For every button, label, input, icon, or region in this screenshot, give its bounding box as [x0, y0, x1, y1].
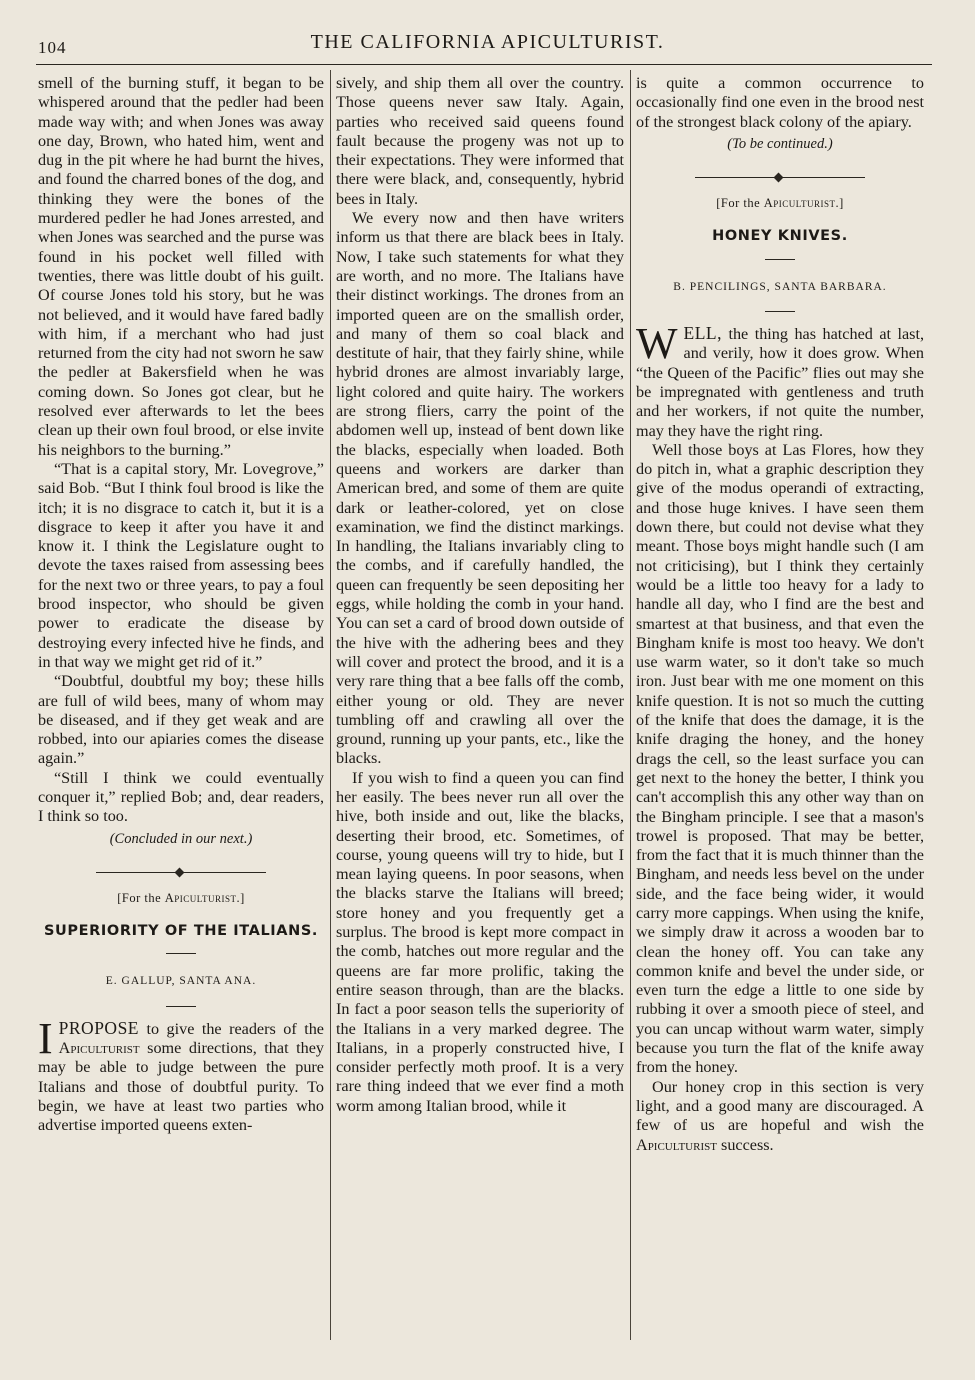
short-rule	[166, 953, 196, 954]
column-2	[336, 74, 624, 1340]
article-byline: B. PENCILINGS, SANTA BARBARA.	[673, 280, 887, 293]
paragraph: Our honey crop in this section is very light, and a good many are discouraged. A few of us are hopeful and wish the Apiculturist success.	[636, 1077, 924, 1154]
article-title: SUPERIORITY OF THE ITALIANS.	[43, 923, 319, 940]
paragraph: “Doubtful, doubtful my boy; these hills are full of wild bees, many of whom may be diseased, and if they get weak and are robbed, into our apiaries comes the disease again.”	[38, 672, 324, 768]
ornament-rule	[695, 172, 865, 184]
drop-cap: I	[38, 1013, 53, 1063]
paragraph: Well those boys at Las Flores, how they do pitch in, what a graphic description they give of the modus operandi of extracting, and those huge knives. I have seen them down there, but could not devise what they meant. Those boys might handle such (I am not criticising), but I think they certainly would be a little too heavy for a lady to handle all day, who I find are the best and smartest at that business, and that even the Bingham knife is most too heavy. We don't use warm water, so it don't take so much iron. Just bear with me one moment on this knife question. It is not so much the cutting of the knife that does the damage, it is the knife draging the honey, and the honey drags the cell, so the least surface you can get next to the honey the better, I think you can't accomplish this any other way than on the Bingham principle. I see that a mason's trowel is proposed. That may be better, from the fact that it is much thinner than the Bingham, and needs less bevel on the under side, and the face being wider, it would carry more cappings. When using the knife, we simply draw it across a wooden bar to clean the honey off. You can take any common knife and bevel the under side, or even turn the edge a little to one side by rubbing it over a smooth piece of steel, and you can uncap without warm water, simply because you turn the flat of the knife away from the honey.	[636, 440, 924, 1077]
header-rule	[36, 64, 932, 65]
drop-cap: W	[636, 319, 678, 369]
paragraph: If you wish to find a queen you can find her easily. The bees never run all over the hive, both inside and out, like the blacks, deserting their brood, etc. Sometimes, of course, young queens will try to hide, but I mean laying queens. In poor seasons, when the blacks starve the Italians will breed; store honey and you frequently get a surplus. The brood is kept more compact in the comb, hatches out more regular and the queens are far more prolific, taking the entire season through, than are the blacks. In fact a poor season tells the superiority of the Italians in a very marked degree. The Italians, in a properly constructed hive, I consider perfectly moth proof. It is a very rare thing indeed that we ever find a moth worm among Italian brood, while it	[336, 768, 624, 1115]
column-1	[38, 74, 324, 1340]
article-lead-paragraph: IPROPOSE to give the readers of the Apiculturist some directions, that they may be able to judge between the pure Italians and those of doubtful purity. To begin, we have at least two parties who advertise imported queens exten-	[38, 1013, 324, 1135]
continued-note: (To be continued.)	[727, 135, 833, 152]
ornament-rule	[96, 867, 266, 879]
short-rule	[765, 259, 795, 260]
short-rule	[166, 1006, 196, 1007]
page-number: 104	[38, 38, 67, 57]
article-lead-paragraph: WELL, the thing has hatched at last, and verily, how it does grow. When “the Queen of the Pacific” flies out may she be impregnated with gentleness and truth and her workers, if not quite the number, may they have the right ring.	[636, 319, 924, 440]
for-the-apiculturist-line: [For the Apiculturist.]	[117, 890, 245, 905]
column-3	[636, 74, 924, 1340]
for-the-apiculturist-line: [For the Apiculturist.]	[716, 196, 844, 211]
column-rule-left	[330, 70, 331, 1340]
paragraph: smell of the burning stuff, it began to be whispered around that the pedler had been made way with; and when Jones was away one day, Brown, who hated him, went and dug in the pit where he had burnt the hives, and found the charred bones of the dog, and thinking they were the bones of the murdered pedler he had Jones arrested, and when Jones was searched and the purse was found in his pocket well filled with twenties, there was little doubt of his guilt. Of course Jones told his story, but he was not believed, and it would have fared badly with him, if a merchant who had just returned from the city had not sworn he saw the pedler at Bakersfield when he was coming down. So Jones got clear, but he resolved ever afterwards to let the bees clean up their own foul brood, or else invite his neighbors to the burning.”	[38, 74, 324, 459]
short-rule	[765, 311, 795, 312]
paragraph: is quite a common occurrence to occasionally find one even in the brood nest of the strongest black colony of the apiary.	[636, 74, 924, 131]
paragraph: sively, and ship them all over the country. Those queens never saw Italy. Again, parties who received said queens found fault because the progeny was not up to their expectations. They were informed that there were black, and, consequently, hybrid bees in Italy.	[336, 74, 624, 208]
running-head: THE CALIFORNIA APICULTURIST.	[310, 31, 665, 53]
paragraph: We every now and then have writers inform us that there are black bees in Italy. Now, I take such statements for what they are worth, and no more. The Italians have their distinct workings. The drones from an imported queen are on the smallish order, and many of them so coal black and destitute of hair, that they fairly shine, while hybrid drones are almost invariably large, light colored and quite hairy. The workers are strong fliers, carry the point of the abdomen well up, instead of bent down like the blacks, especially when loaded. Both queens and workers are darker than American bred, and some of them are quite dark or leather-colored, yet on close examination, we find the distinct markings. In handling, the Italians invariably cling to the combs, and if carefully handled, the queen can frequently be seen depositing her eggs, while holding the comb in your hand. You can set a card of brood down outside of the hive with the adhering bees and they will cover and protect the brood, and it is a very rare thing that a bee falls off the comb, either young or old. They are never tumbling off and crawling all over the ground, running up your pants, etc., like the blacks.	[336, 209, 624, 768]
article-byline: E. GALLUP, SANTA ANA.	[105, 975, 257, 988]
concluded-note: (Concluded in our next.)	[109, 830, 253, 847]
paragraph: “That is a capital story, Mr. Lovegrove,” said Bob. “But I think foul brood is like the itch; it is no disgrace to catch it, but it is a disgrace to keep it after you have it and know it. I think the Legislature ought to devote the taxes raised from assessing bees for the next two or three years, to pay a foul brood inspector, who should be given power to eradicate the disease by destroying every infected hive he finds, and in that way we might get rid of it.”	[38, 459, 324, 671]
paragraph: “Still I think we could eventually conquer it,” replied Bob; and, dear readers, I think so too.	[38, 768, 324, 826]
article-title: HONEY KNIVES.	[712, 228, 848, 245]
column-rule-right	[630, 70, 631, 1340]
